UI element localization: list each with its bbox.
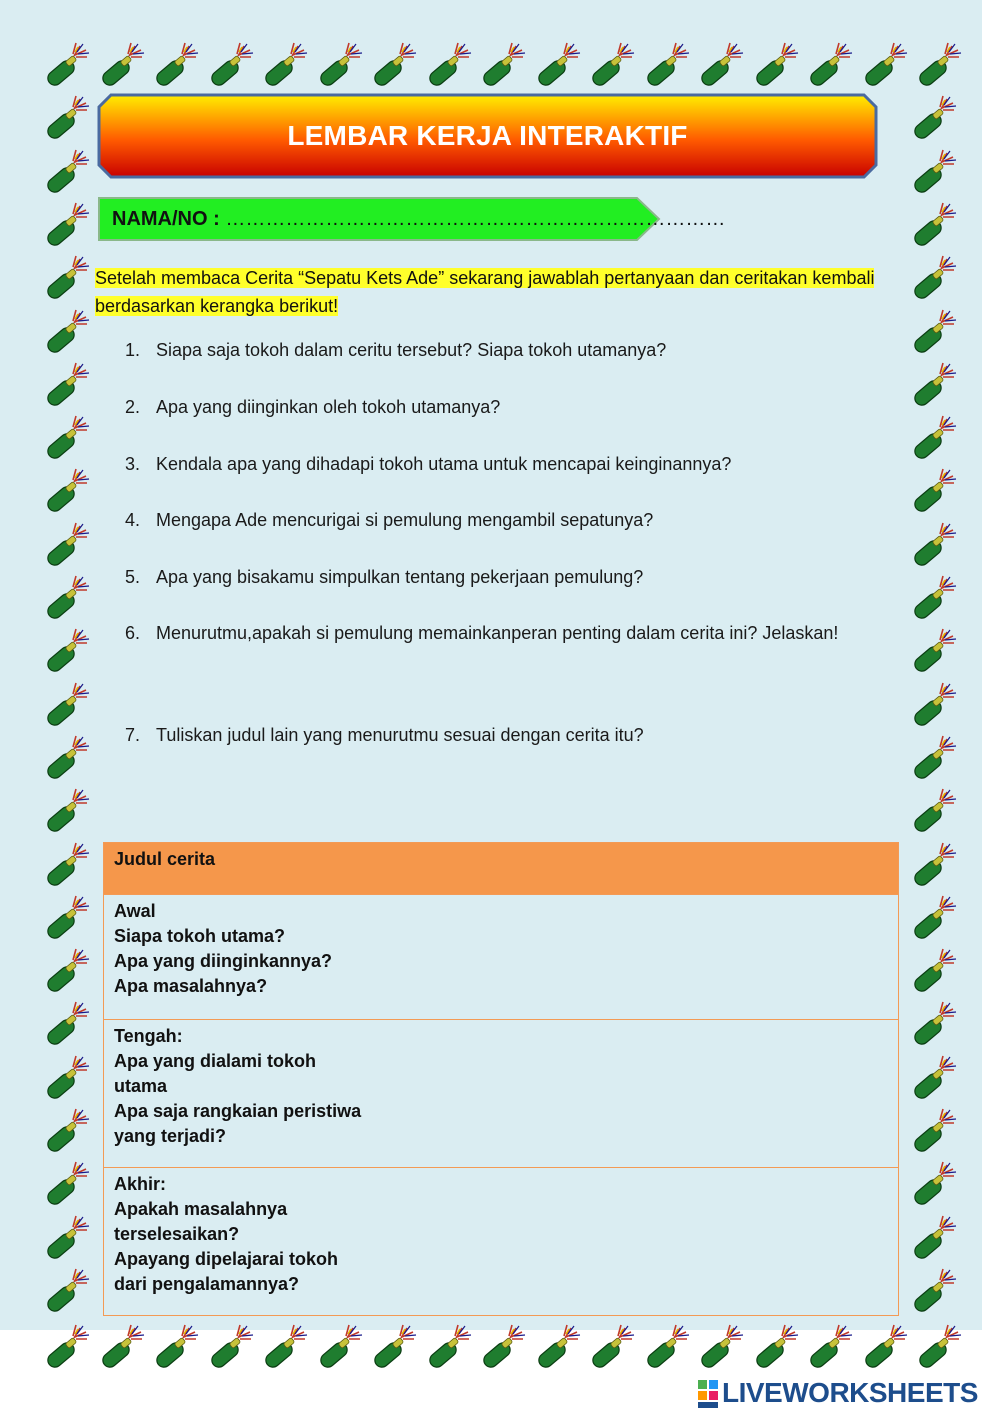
bottle-icon <box>907 1213 959 1265</box>
question-5: 5. Apa yang bisakamu simpulkan tentang pekerjaan pemulung? <box>125 567 644 587</box>
bottle-icon <box>907 360 959 412</box>
bottle-icon <box>40 626 92 678</box>
bottle-icon <box>40 466 92 518</box>
bottle-icon <box>907 307 959 359</box>
bottle-icon <box>907 840 959 892</box>
table-cell-tengah[interactable]: Tengah: Apa yang dialami tokoh utama Apa saja rangkaian peristiwa yang terjadi? <box>104 1020 899 1168</box>
bottle-icon <box>749 1322 801 1374</box>
bottle-icon <box>531 1322 583 1374</box>
bottle-icon <box>204 40 256 92</box>
instructions-line-1: Setelah membaca Cerita “Sepatu Kets Ade” sekarang jawablah pertanyaan dan ceritakan kembali <box>95 268 875 288</box>
bottle-icon <box>907 1159 959 1211</box>
bottle-icon <box>912 1322 964 1374</box>
bottle-icon <box>40 680 92 732</box>
bottle-icon <box>40 253 92 305</box>
liveworksheets-logo[interactable]: LIVEWORKSHEETS <box>722 1377 978 1408</box>
bottle-icon <box>907 946 959 998</box>
bottle-icon <box>40 733 92 785</box>
bottle-icon <box>367 40 419 92</box>
bottle-icon <box>907 1106 959 1158</box>
bottle-icon <box>258 1322 310 1374</box>
bottle-icon <box>95 1322 147 1374</box>
name-colon: : <box>207 208 226 230</box>
instructions <box>95 264 895 320</box>
bottle-icon <box>476 1322 528 1374</box>
bottle-icon <box>95 40 147 92</box>
bottle-icon <box>313 1322 365 1374</box>
bottle-icon <box>694 40 746 92</box>
bottle-icon <box>907 253 959 305</box>
bottle-icon <box>40 200 92 252</box>
bottle-icon <box>40 1053 92 1105</box>
question-4: 4. Mengapa Ade mencurigai si pemulung mengambil sepatunya? <box>125 510 654 530</box>
bottle-icon <box>313 40 365 92</box>
table-cell-awal[interactable]: Awal Siapa tokoh utama? Apa yang diinginkannya? Apa masalahnya? <box>104 895 899 1020</box>
table-cell-akhir[interactable]: Akhir: Apakah masalahnya terselesaikan? Apayang dipelajarai tokoh dari pengalamannya? <box>104 1168 899 1316</box>
bottle-icon <box>640 1322 692 1374</box>
bottle-icon <box>149 40 201 92</box>
bottle-icon <box>907 626 959 678</box>
name-dots: ………………………………………………………………… <box>225 208 726 230</box>
question-6: 6. Menurutmu,apakah si pemulung memainkanperan penting dalam cerita ini? Jelaskan! <box>125 623 839 643</box>
bottle-icon <box>40 520 92 572</box>
bottle-icon <box>40 1159 92 1211</box>
bottle-icon <box>40 946 92 998</box>
bottle-icon <box>858 40 910 92</box>
bottle-icon <box>907 999 959 1051</box>
bottle-icon <box>422 40 474 92</box>
bottle-icon <box>907 520 959 572</box>
bottle-icon <box>907 200 959 252</box>
bottle-icon <box>907 573 959 625</box>
bottle-icon <box>40 1322 92 1374</box>
bottle-icon <box>40 999 92 1051</box>
bottle-icon <box>422 1322 474 1374</box>
bottle-icon <box>149 1322 201 1374</box>
instructions-line-2: berdasarkan kerangka berikut! <box>95 296 339 316</box>
bottle-icon <box>694 1322 746 1374</box>
bottle-icon <box>907 733 959 785</box>
bottle-icon <box>476 40 528 92</box>
bottle-icon <box>907 786 959 838</box>
bottle-icon <box>40 1106 92 1158</box>
bottle-icon <box>40 147 92 199</box>
bottle-icon <box>367 1322 419 1374</box>
bottle-icon <box>40 1266 92 1318</box>
bottle-icon <box>585 1322 637 1374</box>
bottle-icon <box>40 786 92 838</box>
bottle-icon <box>40 40 92 92</box>
story-framework-table <box>103 842 899 1316</box>
bottle-icon <box>40 1213 92 1265</box>
name-field[interactable] <box>112 197 725 241</box>
bottle-icon <box>912 40 964 92</box>
bottle-icon <box>907 93 959 145</box>
bottle-icon <box>40 413 92 465</box>
bottle-icon <box>258 40 310 92</box>
table-header-judul[interactable]: Judul cerita <box>104 843 899 895</box>
bottle-icon <box>907 413 959 465</box>
bottle-icon <box>40 307 92 359</box>
bottle-icon <box>907 893 959 945</box>
question-2: 2. Apa yang diinginkan oleh tokoh utamanya? <box>125 397 501 417</box>
bottle-icon <box>40 573 92 625</box>
bottle-icon <box>803 1322 855 1374</box>
bottle-icon <box>40 893 92 945</box>
bottle-icon <box>907 147 959 199</box>
bottle-icon <box>585 40 637 92</box>
bottle-icon <box>531 40 583 92</box>
bottle-icon <box>858 1322 910 1374</box>
bottle-icon <box>907 680 959 732</box>
question-3: 3. Kendala apa yang dihadapi tokoh utama untuk mencapai keinginannya? <box>125 454 732 474</box>
bottle-icon <box>40 93 92 145</box>
bottle-icon <box>749 40 801 92</box>
liveworksheets-logo-icon <box>698 1378 720 1410</box>
question-7: 7. Tuliskan judul lain yang menurutmu sesuai dengan cerita itu? <box>125 725 644 745</box>
bottle-icon <box>40 840 92 892</box>
bottle-icon <box>907 466 959 518</box>
bottle-icon <box>907 1053 959 1105</box>
bottle-icon <box>640 40 692 92</box>
question-1: 1. Siapa saja tokoh dalam ceritu tersebut? Siapa tokoh utamanya? <box>125 340 667 360</box>
bottle-icon <box>907 1266 959 1318</box>
name-label: NAMA/NO <box>112 208 208 230</box>
bottle-icon <box>40 360 92 412</box>
bottle-icon <box>204 1322 256 1374</box>
bottle-icon <box>803 40 855 92</box>
worksheet-title: LEMBAR KERJA INTERAKTIF <box>287 120 688 151</box>
